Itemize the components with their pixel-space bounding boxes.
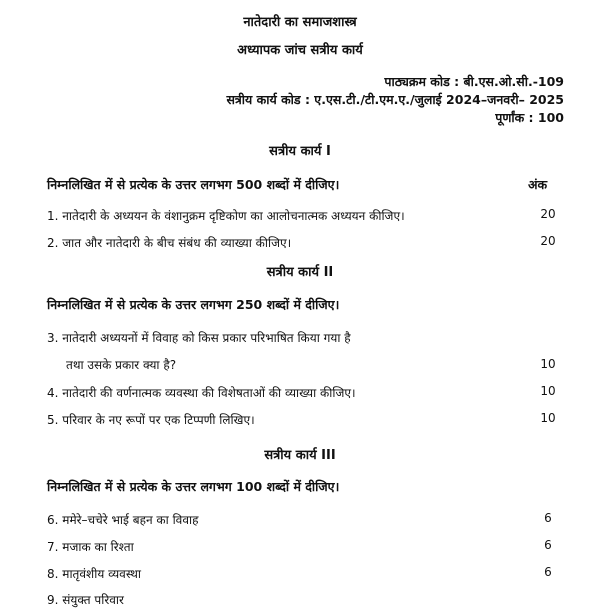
question-marks: 20: [540, 234, 556, 248]
course-code: पाठ्यक्रम कोड : बी.एस.ओ.सी.-109: [384, 74, 564, 89]
question-text: 5. परिवार के नए रूपों पर एक टिप्पणी लिखिए।: [47, 413, 255, 427]
course-title: नातेदारी का समाजशास्त्र: [243, 15, 357, 30]
question-text-continued: तथा उसके प्रकार क्या है?: [66, 358, 177, 372]
question-text: 1. नातेदारी के अध्ययन के वंशानुक्रम दृष्टिकोण का आलोचनात्मक अध्ययन कीजिए।: [47, 209, 405, 223]
section-title: सत्रीय कार्य III: [264, 448, 336, 463]
question-marks: 10: [540, 411, 556, 425]
question-marks: 6: [544, 511, 552, 525]
question-marks: 6: [544, 565, 552, 579]
question-text: 4. नातेदारी की वर्णनात्मक व्यवस्था की विशेषताओं की व्याख्या कीजिए।: [47, 386, 356, 400]
section-title: सत्रीय कार्य II: [266, 265, 334, 280]
section-instruction: निम्नलिखित में से प्रत्येक के उत्तर लगभग 100 शब्दों में दीजिए।: [47, 479, 340, 494]
question-marks: 10: [540, 384, 556, 398]
assignment-title: अध्यापक जांच सत्रीय कार्य: [237, 43, 363, 58]
question-text: 9. संयुक्त परिवार: [47, 593, 124, 607]
question-marks: 20: [540, 207, 556, 221]
question-text: 8. मातृवंशीय व्यवस्था: [47, 567, 142, 581]
question-text: 6. ममेरे–चचेरे भाई बहन का विवाह: [47, 513, 199, 527]
question-text: 7. मजाक का रिश्ता: [47, 540, 134, 554]
section-instruction: निम्नलिखित में से प्रत्येक के उत्तर लगभग 250 शब्दों में दीजिए।: [47, 297, 340, 312]
question-marks: 6: [544, 538, 552, 552]
total-marks: पूर्णांक : 100: [495, 110, 564, 125]
assignment-code: सत्रीय कार्य कोड : ए.एस.टी./टी.एम.ए./जुलाई 2024–जनवरी– 2025: [226, 92, 564, 107]
section-title: सत्रीय कार्य I: [269, 144, 331, 159]
question-text: 3. नातेदारी अध्ययनों में विवाह को किस प्रकार परिभाषित किया गया है: [47, 331, 351, 345]
marks-heading: अंक: [528, 177, 548, 192]
question-text: 2. जात और नातेदारी के बीच संबंध की व्याख्या कीजिए।: [47, 236, 292, 250]
section-instruction: निम्नलिखित में से प्रत्येक के उत्तर लगभग 500 शब्दों में दीजिए।: [47, 177, 340, 192]
question-marks: 10: [540, 357, 556, 371]
